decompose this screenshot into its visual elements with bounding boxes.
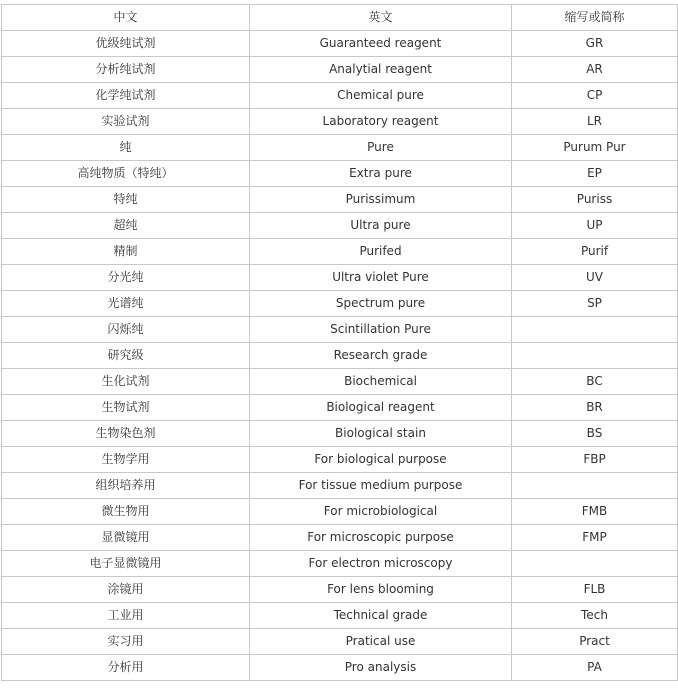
cell-abbreviation: FMP — [512, 525, 678, 551]
cell-chinese-name: 显微镜用 — [2, 525, 250, 551]
table-row — [2, 239, 678, 265]
cell-abbreviation: Tech — [512, 603, 678, 629]
table-row — [2, 447, 678, 473]
table-row — [2, 161, 678, 187]
cell-chinese-name: 高纯物质（特纯） — [2, 161, 250, 187]
table-row — [2, 473, 678, 499]
cell-abbreviation — [512, 551, 678, 577]
cell-english-name: Pro analysis — [250, 655, 512, 681]
cell-abbreviation: CP — [512, 83, 678, 109]
table-row — [2, 525, 678, 551]
table-row — [2, 135, 678, 161]
cell-chinese-name: 闪烁纯 — [2, 317, 250, 343]
reagent-grade-table — [1, 4, 678, 681]
cell-abbreviation: BR — [512, 395, 678, 421]
cell-chinese-name: 优级纯试剂 — [2, 31, 250, 57]
table-row — [2, 369, 678, 395]
table-row — [2, 395, 678, 421]
cell-abbreviation: Puriss — [512, 187, 678, 213]
cell-abbreviation — [512, 317, 678, 343]
cell-english-name: Purifed — [250, 239, 512, 265]
cell-abbreviation: FLB — [512, 577, 678, 603]
cell-chinese-name: 光谱纯 — [2, 291, 250, 317]
cell-abbreviation: LR — [512, 109, 678, 135]
cell-english-name: Pratical use — [250, 629, 512, 655]
cell-abbreviation: Pract — [512, 629, 678, 655]
cell-chinese-name: 组织培养用 — [2, 473, 250, 499]
cell-chinese-name: 超纯 — [2, 213, 250, 239]
cell-english-name: Ultra pure — [250, 213, 512, 239]
cell-english-name: Extra pure — [250, 161, 512, 187]
cell-abbreviation: GR — [512, 31, 678, 57]
cell-english-name: Scintillation Pure — [250, 317, 512, 343]
cell-abbreviation: UP — [512, 213, 678, 239]
cell-english-name: For lens blooming — [250, 577, 512, 603]
table-row — [2, 343, 678, 369]
cell-abbreviation: Purum Pur — [512, 135, 678, 161]
table-row — [2, 109, 678, 135]
cell-chinese-name: 分析用 — [2, 655, 250, 681]
cell-chinese-name: 电子显微镜用 — [2, 551, 250, 577]
cell-english-name: For microbiological — [250, 499, 512, 525]
table-row — [2, 629, 678, 655]
cell-abbreviation: SP — [512, 291, 678, 317]
cell-english-name: Purissimum — [250, 187, 512, 213]
cell-english-name: For electron microscopy — [250, 551, 512, 577]
table-row — [2, 213, 678, 239]
table-row — [2, 57, 678, 83]
cell-english-name: Biological stain — [250, 421, 512, 447]
cell-chinese-name: 工业用 — [2, 603, 250, 629]
cell-abbreviation: PA — [512, 655, 678, 681]
cell-english-name: For biological purpose — [250, 447, 512, 473]
table-row — [2, 603, 678, 629]
table-row — [2, 499, 678, 525]
cell-english-name: Analytial reagent — [250, 57, 512, 83]
table-row — [2, 31, 678, 57]
table-row — [2, 317, 678, 343]
table-row — [2, 187, 678, 213]
cell-abbreviation: BC — [512, 369, 678, 395]
cell-chinese-name: 分析纯试剂 — [2, 57, 250, 83]
table-header-row — [2, 5, 678, 31]
cell-chinese-name: 生物染色剂 — [2, 421, 250, 447]
cell-english-name: Spectrum pure — [250, 291, 512, 317]
table-row — [2, 551, 678, 577]
cell-english-name: For microscopic purpose — [250, 525, 512, 551]
cell-chinese-name: 生化试剂 — [2, 369, 250, 395]
table-row — [2, 655, 678, 681]
table-row — [2, 83, 678, 109]
cell-english-name: Guaranteed reagent — [250, 31, 512, 57]
cell-abbreviation: FBP — [512, 447, 678, 473]
cell-chinese-name: 生物试剂 — [2, 395, 250, 421]
table-row — [2, 265, 678, 291]
cell-chinese-name: 分光纯 — [2, 265, 250, 291]
cell-english-name: Laboratory reagent — [250, 109, 512, 135]
cell-abbreviation: UV — [512, 265, 678, 291]
cell-abbreviation: Purif — [512, 239, 678, 265]
cell-chinese-name: 生物学用 — [2, 447, 250, 473]
cell-chinese-name: 实验试剂 — [2, 109, 250, 135]
cell-english-name: For tissue medium purpose — [250, 473, 512, 499]
table-row — [2, 291, 678, 317]
cell-chinese-name: 实习用 — [2, 629, 250, 655]
cell-chinese-name: 精制 — [2, 239, 250, 265]
cell-chinese-name: 特纯 — [2, 187, 250, 213]
cell-english-name: Ultra violet Pure — [250, 265, 512, 291]
cell-chinese-name: 研究级 — [2, 343, 250, 369]
cell-english-name: Biological reagent — [250, 395, 512, 421]
table-row — [2, 421, 678, 447]
cell-abbreviation — [512, 473, 678, 499]
cell-chinese-name: 微生物用 — [2, 499, 250, 525]
cell-abbreviation: AR — [512, 57, 678, 83]
table-row — [2, 577, 678, 603]
header-chinese: 中文 — [2, 5, 250, 31]
cell-english-name: Biochemical — [250, 369, 512, 395]
cell-english-name: Pure — [250, 135, 512, 161]
table-body — [2, 31, 678, 681]
cell-english-name: Research grade — [250, 343, 512, 369]
cell-chinese-name: 纯 — [2, 135, 250, 161]
header-abbreviation: 缩写或简称 — [512, 5, 678, 31]
cell-chinese-name: 化学纯试剂 — [2, 83, 250, 109]
cell-abbreviation: FMB — [512, 499, 678, 525]
cell-english-name: Technical grade — [250, 603, 512, 629]
cell-english-name: Chemical pure — [250, 83, 512, 109]
cell-abbreviation — [512, 343, 678, 369]
cell-abbreviation: EP — [512, 161, 678, 187]
cell-abbreviation: BS — [512, 421, 678, 447]
header-english: 英文 — [250, 5, 512, 31]
cell-chinese-name: 涂镜用 — [2, 577, 250, 603]
